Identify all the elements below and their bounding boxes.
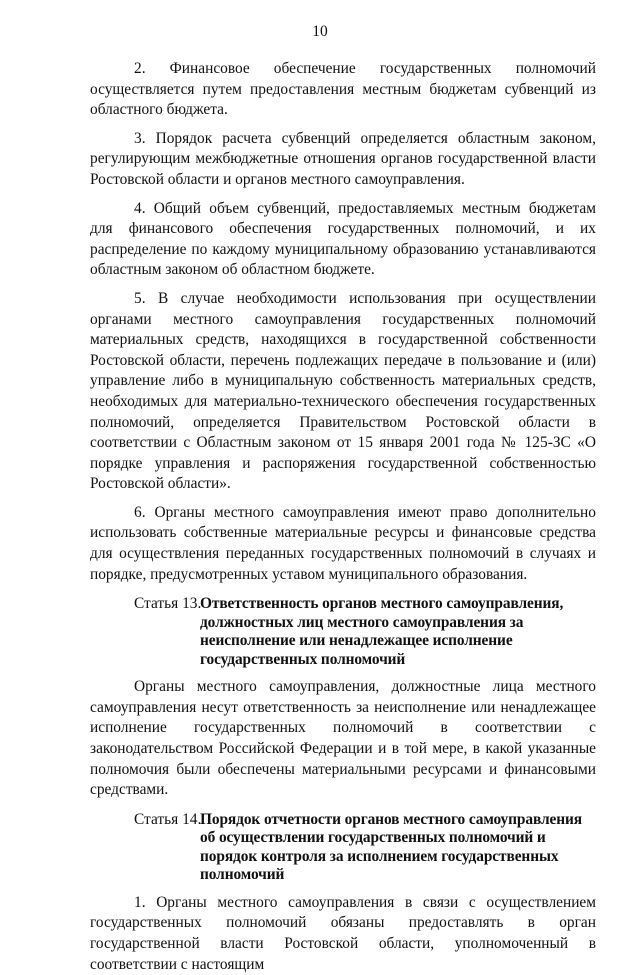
article-13-title: Ответственность органов местного самоуправления, должностных лиц местного самоуправления за неисполнение или ненадлежащее исполнение государственных полномочий — [200, 595, 564, 668]
paragraph-5: 5. В случае необходимости использования при осуществлении органами местного самоуправления государственных полномочий материальных средств, находящихся в государственной собственности Ростовской области, перечень подлежащих передаче в пользование и (или) управление либо в муниципальную собственность материальных средств, необходимых для материально-технического обеспечения государственных полномочий, определяется Правительством Ростовской области в соответствии с Областным законом от 15 января 2001 года № 125-ЗС «О порядке управления и распоряжения государственной собственностью Ростовской области». — [90, 289, 596, 493]
paragraph-4: 4. Общий объем субвенций, предоставляемых местным бюджетам для финансового обеспечения государственных полномочий, и их распределение по каждому муниципальному образованию устанавливаются областным законом об областном бюджете. — [90, 199, 596, 279]
article-14-label: Статья 14. — [134, 810, 202, 828]
article-13-heading — [90, 595, 596, 669]
document-content — [90, 59, 596, 975]
paragraph-2: 2. Финансовое обеспечение государственных полномочий осуществляется путем предоставления местным бюджетам субвенций из областного бюджета. — [90, 60, 596, 119]
article-14-title: Порядок отчетности органов местного самоуправления об осуществлении государственных полномочий и порядок контроля за исполнением государственных полномочий — [200, 810, 582, 884]
article-14-body: 1. Органы местного самоуправления в связи с осуществлением государственных полномочий обязаны предоставлять в орган государственной власти Ростовской области, уполномоченный в соответствии с настоящим — [90, 893, 596, 973]
article-13-body: Органы местного самоуправления, должностные лица местного самоуправления несут ответственность за неисполнение или ненадлежащее исполнение государственных полномочий в соответствии с законодательством Российской Федерации и в той мере, в какой указанные полномочия были обеспечены материальными ресурсами и финансовыми средствами. — [90, 678, 596, 799]
page-number: 10 — [312, 23, 328, 40]
paragraph-3: 3. Порядок расчета субвенций определяется областным законом, регулирующим межбюджетные отношения органов государственной власти Ростовской области и органов местного самоуправления. — [90, 129, 596, 188]
paragraph-6: 6. Органы местного самоуправления имеют право дополнительно использовать собственные материальные ресурсы и финансовые средства для осуществления переданных государственных полномочий в случаях и порядке, предусмотренных уставом муниципального образования. — [90, 503, 596, 583]
article-13-label: Статья 13. — [134, 595, 202, 613]
article-14-heading — [90, 811, 596, 885]
